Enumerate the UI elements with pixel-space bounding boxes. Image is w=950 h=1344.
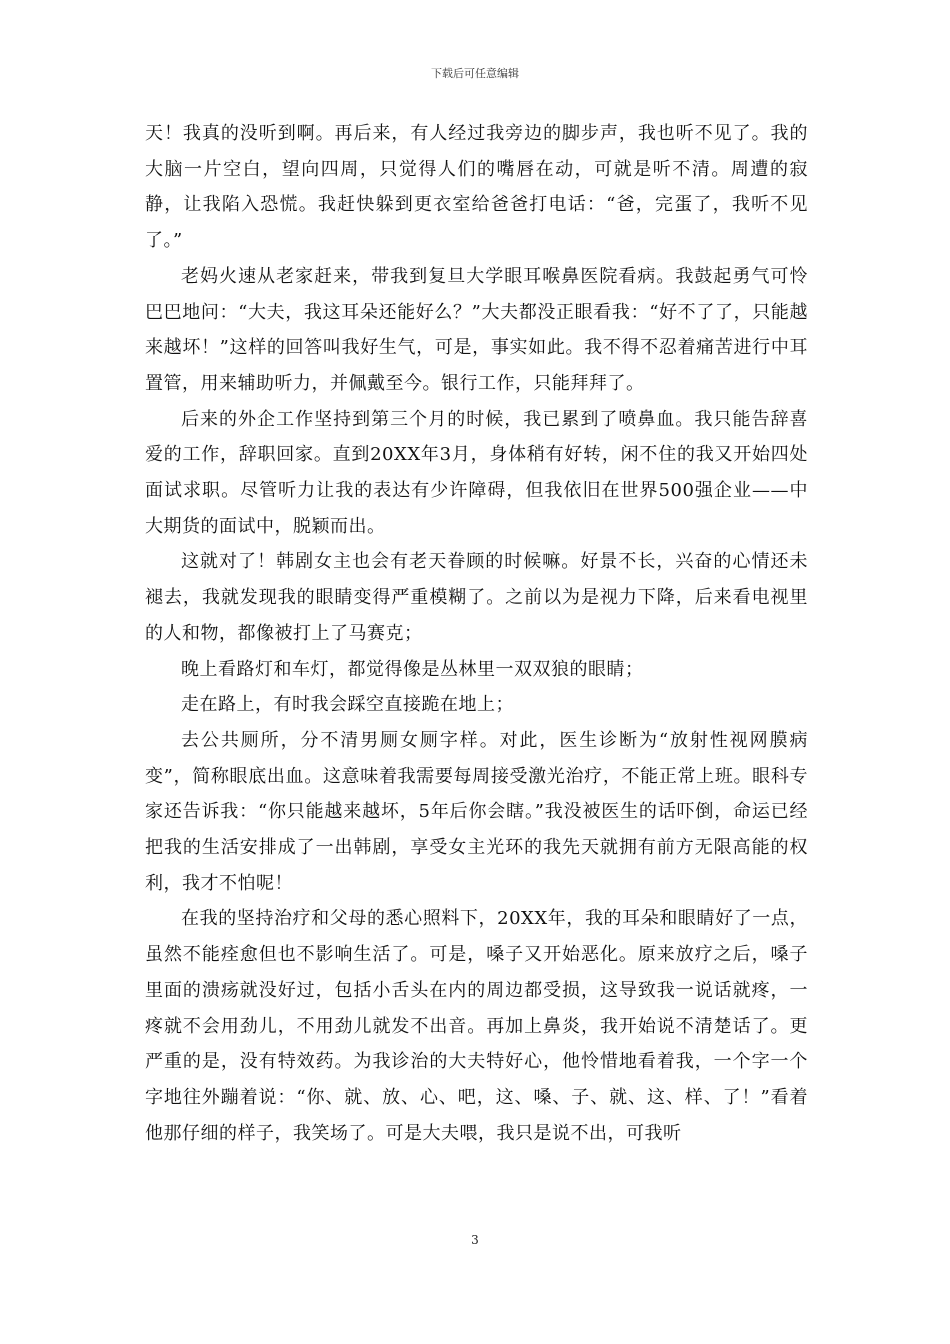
paragraph: 走在路上，有时我会踩空直接跪在地上； <box>181 694 514 716</box>
paragraph: 这就对了！韩剧女主也会有老天眷顾的时候嘛。好景不长，兴奋的心情还未褪去，我就发现我的眼睛变得严重模糊了。之前以为是视力下降，后来看电视里的人和物，都像被打上了马赛克； <box>145 551 808 644</box>
page-header: 下载后可任意编辑 <box>431 67 519 80</box>
paragraph: 后来的外企工作坚持到第三个月的时候，我已累到了喷鼻血。我只能告辞喜爱的工作，辞职回家。直到20XX年3月，身体稍有好转，闲不住的我又开始四处面试求职。尽管听力让我的表达有少许障碍，但我依旧在世界500强企业——中大期货的面试中，脱颖而出。 <box>145 408 808 537</box>
paragraph: 老妈火速从老家赶来，带我到复旦大学眼耳喉鼻医院看病。我鼓起勇气可怜巴巴地问：“大夫，我这耳朵还能好么？”大夫都没正眼看我：“好不了了，只能越来越坏！”这样的回答叫我好生气，可是，事实如此。我不得不忍着痛苦进行中耳置管，用来辅助听力，并佩戴至今。银行工作，只能拜拜了。 <box>145 265 808 394</box>
paragraph: 晚上看路灯和车灯，都觉得像是丛林里一双双狼的眼睛； <box>181 658 644 680</box>
page-number: 3 <box>471 1233 479 1247</box>
document-body <box>145 116 808 1151</box>
paragraph: 天！我真的没听到啊。再后来，有人经过我旁边的脚步声，我也听不见了。我的大脑一片空白，望向四周，只觉得人们的嘴唇在动，可就是听不清。周遭的寂静，让我陷入恐慌。我赶快躲到更衣室给爸爸打电话：“爸，完蛋了，我听不见了。” <box>145 123 808 252</box>
paragraph: 去公共厕所，分不清男厕女厕字样。对此，医生诊断为“放射性视网膜病变”，简称眼底出血。这意味着我需要每周接受激光治疗，不能正常上班。眼科专家还告诉我：“你只能越来越坏，5年后你会瞎。”我没被医生的话吓倒，命运已经把我的生活安排成了一出韩剧，享受女主光环的我先天就拥有前方无限高能的权利，我才不怕呢！ <box>145 729 808 894</box>
paragraph: 在我的坚持治疗和父母的悉心照料下，20XX年，我的耳朵和眼睛好了一点，虽然不能痊愈但也不影响生活了。可是，嗓子又开始恶化。原来放疗之后，嗓子里面的溃疡就没好过，包括小舌头在内的周边都受损，这导致我一说话就疼，一疼就不会用劲儿，不用劲儿就发不出音。再加上鼻炎，我开始说不清楚话了。更严重的是，没有特效药。为我诊治的大夫特好心，他怜惜地看着我，一个字一个字地往外蹦着说：“你、就、放、心、吧，这、嗓、子、就、这、样、了！”看着他那仔细的样子，我笑场了。可是大夫喂，我只是说不出，可我听 <box>145 908 808 1144</box>
